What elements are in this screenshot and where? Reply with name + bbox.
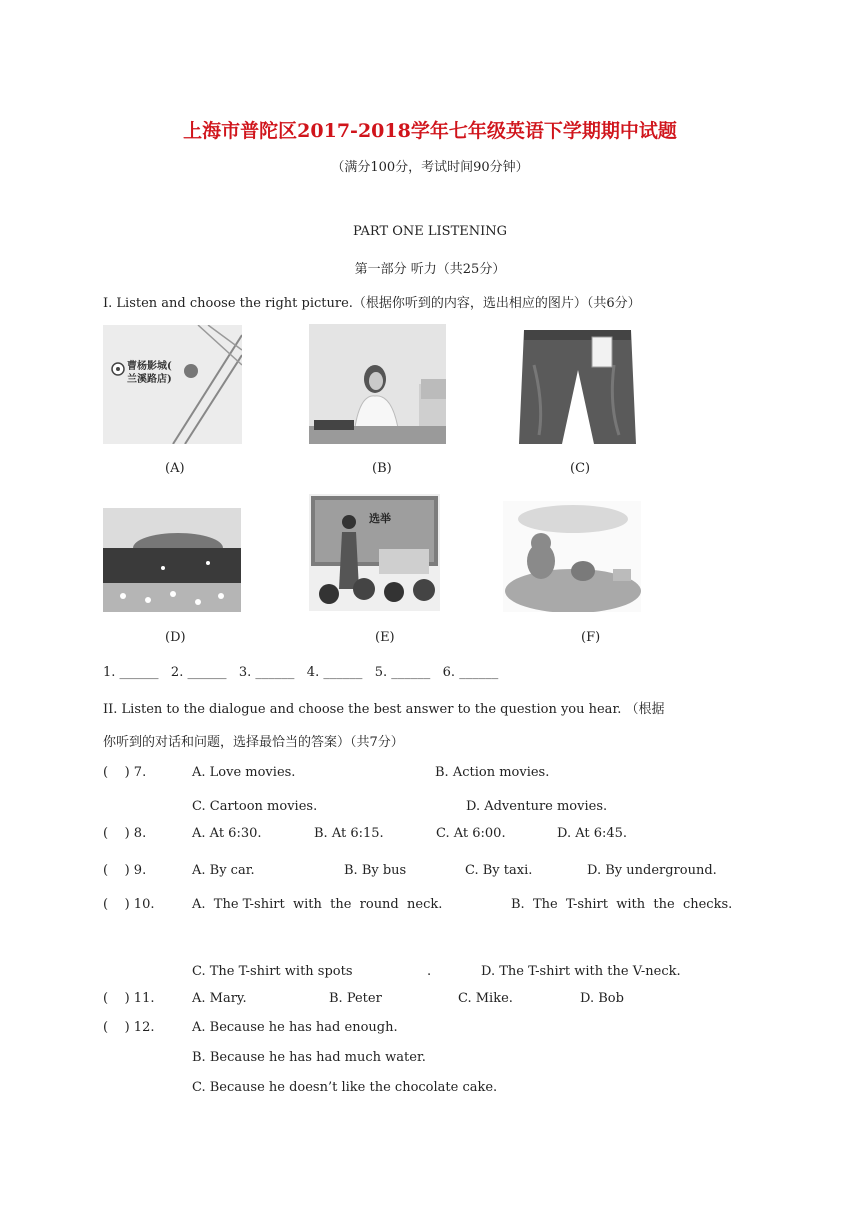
jeans-illustration (514, 325, 641, 444)
q10-option-a: A. The T-shirt with the round neck. (192, 897, 443, 912)
q7-option-c: C. Cartoon movies. (192, 799, 318, 814)
picture-a-label: (A) (165, 461, 185, 476)
q10-number: ( ) 10. (103, 897, 155, 912)
q11-option-a: A. Mary. (192, 991, 247, 1006)
picture-e-label: (E) (375, 630, 395, 645)
q11-option-c: C. Mike. (458, 991, 513, 1006)
answer-blanks-line: 1. ______ 2. ______ 3. ______ 4. ______ 5. ______ 6. ______ (103, 665, 499, 680)
q12-option-c: C. Because he doesn’t like the chocolate cake. (192, 1080, 498, 1095)
q11-option-b: B. Peter (329, 991, 382, 1006)
part-heading-english: PART ONE LISTENING (352, 224, 508, 239)
part-heading-chinese: 第一部分 听力（共25分） (354, 262, 506, 277)
picture-f-cartoon (503, 501, 641, 612)
q8-option-a: A. At 6:30. (192, 826, 262, 841)
q7-option-b: B. Action movies. (435, 765, 550, 780)
q7-number: ( ) 7. (103, 765, 147, 780)
q9-number: ( ) 9. (103, 863, 147, 878)
q12-option-a: A. Because he has had enough. (192, 1020, 398, 1035)
map-illustration (103, 325, 242, 444)
section1-instruction: I. Listen and choose the right picture.（根据你听到的内容，选出相应的图片）（共6分） (103, 296, 641, 311)
cartoon-illustration (503, 501, 641, 612)
section2-instruction-line2: 你听到的对话和问题，选择最恰当的答案）（共7分） (103, 735, 404, 750)
picture-b-label: (B) (372, 461, 392, 476)
q8-option-b: B. At 6:15. (314, 826, 384, 841)
picture-c-label: (C) (570, 461, 591, 476)
q8-option-c: C. At 6:00. (436, 826, 506, 841)
section2-instruction-line1: II. Listen to the dialogue and choose the best answer to the question you hear. （根据 (103, 702, 665, 717)
q7-option-a: A. Love movies. (192, 765, 296, 780)
picture-d-label: (D) (165, 630, 186, 645)
picture-e-classroom (309, 494, 440, 611)
q12-option-b: B. Because he has had much water. (192, 1050, 426, 1065)
q10-option-c: C. The T-shirt with spots (192, 964, 353, 979)
q7-option-d: D. Adventure movies. (466, 799, 608, 814)
picture-c-jeans (514, 325, 641, 444)
q11-option-d: D. Bob (580, 991, 624, 1006)
q9-option-a: A. By car. (192, 863, 255, 878)
q9-option-d: D. By underground. (587, 863, 717, 878)
park-illustration (103, 508, 241, 612)
q10-option-b: B. The T-shirt with the checks. (511, 897, 733, 912)
picture-b-office-phone (309, 324, 446, 444)
office-phone-illustration (309, 324, 446, 444)
q9-option-c: C. By taxi. (465, 863, 533, 878)
q8-option-d: D. At 6:45. (557, 826, 628, 841)
picture-f-label: (F) (581, 630, 601, 645)
picture-d-park-birds (103, 508, 241, 612)
q10-option-d: D. The T-shirt with the V-neck. (481, 964, 681, 979)
q10-dot: . (427, 964, 432, 979)
map-label-line1: 曹杨影城( (127, 361, 172, 372)
map-label-line2: 兰溪路店) (127, 374, 172, 385)
q11-number: ( ) 11. (103, 991, 155, 1006)
board-text: 选举 (369, 512, 391, 525)
q9-option-b: B. By bus (344, 863, 407, 878)
picture-a-map (103, 325, 242, 444)
page-subtitle: （满分100分，考试时间90分钟） (331, 160, 529, 175)
page-title: 上海市普陀区2017-2018学年七年级英语下学期期中试题 (183, 120, 677, 142)
q12-number: ( ) 12. (103, 1020, 155, 1035)
q8-number: ( ) 8. (103, 826, 147, 841)
